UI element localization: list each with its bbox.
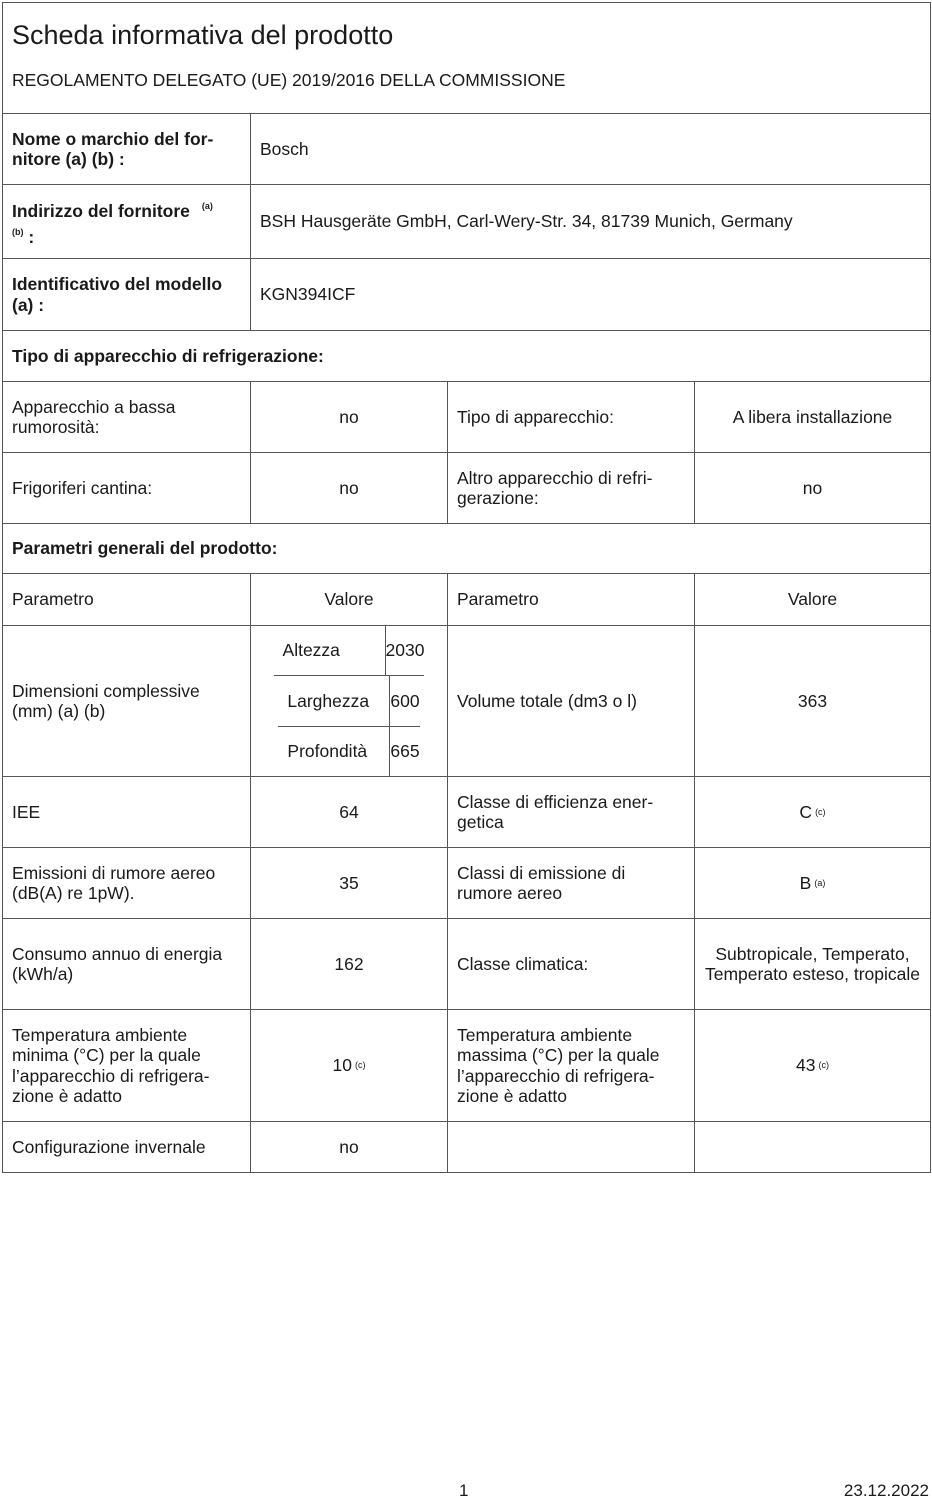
- product-info-sheet: [2, 2, 931, 1173]
- dimensions-row: [3, 626, 930, 777]
- appliance-type-section: [3, 331, 930, 382]
- supplier-address-label: Indirizzo del fornitore $^{(a)}$ $^{(b)}$ :: [12, 201, 213, 247]
- model-label: Identificativo del modello (a) :: [12, 274, 223, 315]
- supplier-name-value: Bosch: [250, 114, 928, 184]
- wine-row: [3, 453, 930, 524]
- min-temp-value: 10: [332, 1055, 352, 1076]
- volume-label: Volume totale (dm3 o l): [447, 626, 694, 776]
- column-header-row: [3, 574, 930, 626]
- height-row: [274, 626, 425, 676]
- depth-label: Profondità: [278, 727, 390, 776]
- supplier-name-row: [3, 114, 930, 185]
- col-header-value-2: Valore: [694, 574, 930, 625]
- annual-energy-value: 162: [250, 919, 447, 1009]
- energy-class-note: (c): [815, 806, 826, 817]
- col-header-param-2: Parametro: [447, 574, 694, 625]
- annual-energy-row: [3, 919, 930, 1010]
- max-temp-value: 43: [796, 1055, 816, 1076]
- dimensions-label: Dimensioni complessive (mm) (a) (b): [12, 680, 200, 721]
- low-noise-row: [3, 382, 930, 453]
- noise-row: [3, 848, 930, 919]
- min-temp-label: Temperatura ambiente minima (°C) per la quale l’apparecchio di refrigerazione è adatto: [12, 1024, 210, 1106]
- max-temp-cell: [694, 1010, 930, 1121]
- supplier-name-label: Nome o marchio del fornitore (a) (b) :: [12, 128, 214, 169]
- annual-energy-label: Consumo annuo di energia (kWh/a): [12, 943, 223, 984]
- depth-row: [278, 727, 419, 776]
- general-params-title: Parametri generali del prodotto:: [12, 538, 278, 559]
- low-noise-value: no: [250, 382, 447, 452]
- noise-class-note: (a): [814, 877, 826, 888]
- supplier-address-row: [3, 185, 930, 259]
- width-value: 600: [390, 690, 420, 711]
- volume-value: 363: [694, 626, 930, 776]
- low-noise-label: Apparecchio a bassa rumorosità:: [12, 396, 176, 437]
- other-appliance-label: Altro apparecchio di refrigerazione:: [447, 453, 694, 523]
- climate-class-value: Subtropicale, Temperato, Temperato esteso, tropicale: [694, 919, 930, 1009]
- iee-row: [3, 777, 930, 848]
- appliance-type-label: Tipo di apparecchio:: [447, 382, 694, 452]
- appliance-type-title: Tipo di apparecchio di refrigerazione:: [12, 345, 324, 366]
- width-label: Larghezza: [278, 676, 390, 725]
- energy-class-label: Classe di efficienza energetica: [447, 777, 694, 847]
- empty-cell: [447, 1122, 694, 1172]
- empty-cell: [694, 1122, 930, 1172]
- supplier-address-value: BSH Hausgeräte GmbH, Carl-Wery-Str. 34, 81739 Munich, Germany: [250, 185, 928, 258]
- other-appliance-value: no: [694, 453, 930, 523]
- noise-class-cell: [694, 848, 930, 918]
- height-label: Altezza: [274, 626, 386, 675]
- document-date: 23.12.2022: [843, 1481, 929, 1500]
- col-header-value: Valore: [250, 574, 447, 625]
- max-temp-note: (c): [818, 1060, 829, 1071]
- page-title: Scheda informativa del prodotto: [12, 20, 394, 50]
- winter-config-label: Configurazione invernale: [12, 1136, 206, 1157]
- general-params-section: [3, 524, 930, 574]
- winter-config-value: no: [250, 1122, 447, 1172]
- model-row: [3, 259, 930, 331]
- iee-value: 64: [250, 777, 447, 847]
- min-temp-note: (c): [354, 1060, 366, 1071]
- model-value: KGN394ICF: [250, 259, 928, 330]
- energy-class-cell: [694, 777, 930, 847]
- noise-value: 35: [250, 848, 447, 918]
- header-row: [3, 3, 930, 114]
- wine-storage-value: no: [250, 453, 447, 523]
- depth-value: 665: [390, 741, 420, 762]
- width-row: [278, 676, 419, 726]
- height-value: 2030: [385, 640, 425, 661]
- energy-class-value: C: [799, 801, 813, 822]
- min-temp-cell: [250, 1010, 447, 1121]
- noise-class-value: B: [799, 872, 812, 893]
- noise-label: Emissioni di rumore aereo (dB(A) re 1pW).: [12, 862, 216, 903]
- regulation-subtitle: REGOLAMENTO DELEGATO (UE) 2019/2016 DELLA COMMISSIONE: [12, 70, 566, 90]
- appliance-type-value: A libera installazione: [694, 382, 930, 452]
- max-temp-label: Temperatura ambiente massima (°C) per la quale l’apparecchio di refrigerazione è adatto: [447, 1010, 694, 1121]
- noise-class-label: Classi di emissione di rumore aereo: [447, 848, 694, 918]
- wine-storage-label: Frigoriferi cantina:: [12, 477, 153, 498]
- climate-class-label: Classe climatica:: [447, 919, 694, 1009]
- winter-row: [3, 1122, 930, 1173]
- page-number: 1: [459, 1481, 469, 1500]
- col-header-param: Parametro: [12, 589, 94, 610]
- iee-label: IEE: [12, 801, 41, 822]
- dimensions-subgrid: [250, 626, 447, 776]
- temperature-row: [3, 1010, 930, 1122]
